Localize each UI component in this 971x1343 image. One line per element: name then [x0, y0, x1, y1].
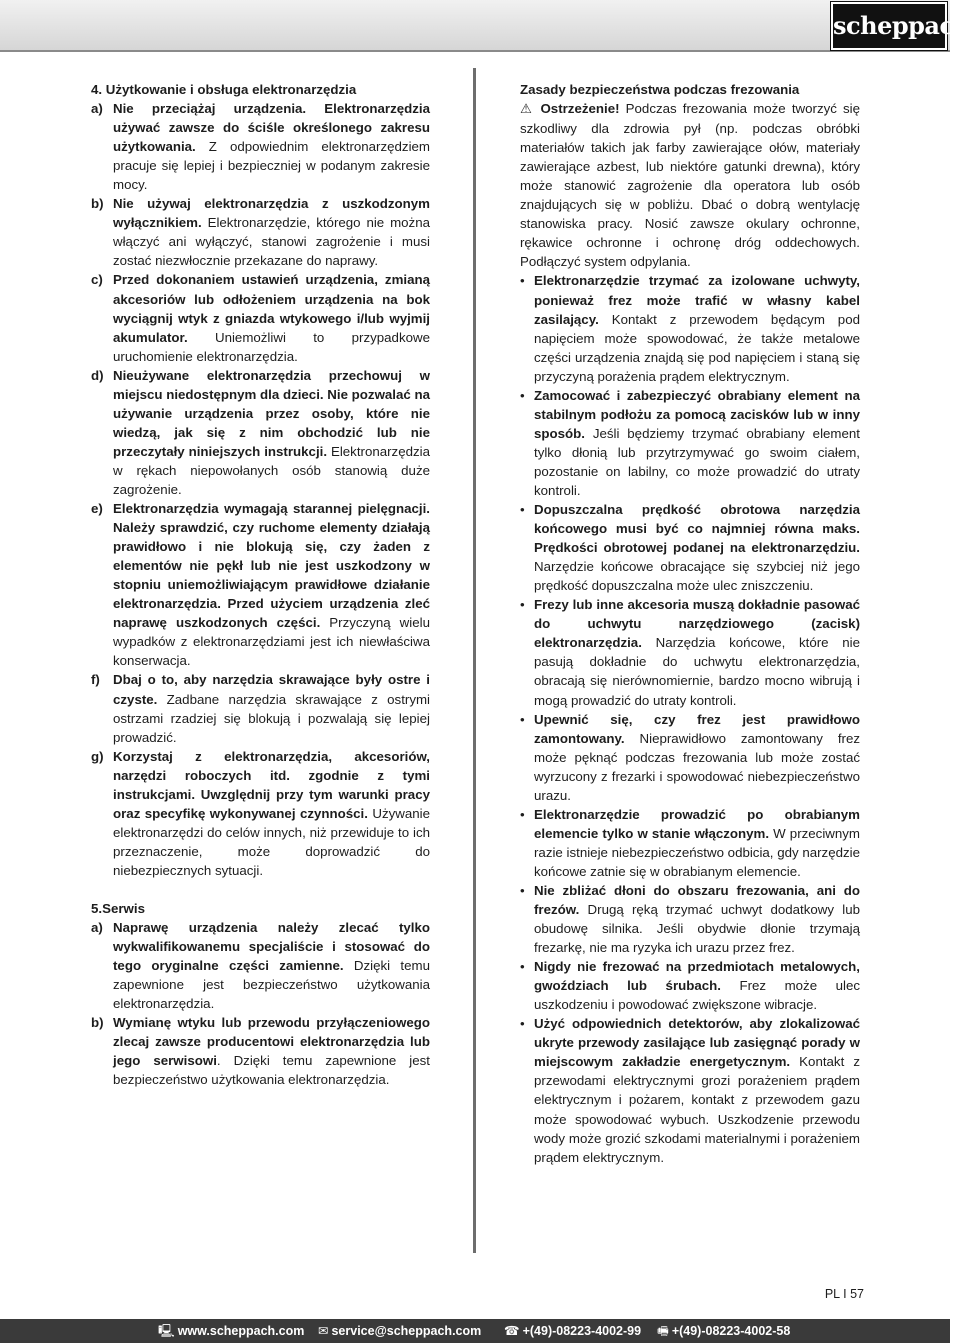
list-marker: a): [91, 920, 103, 936]
item-bold-text: Wymianę wtyku lub przewodu przyłączeniowego zlecaj zawsze producentowi elektronarzędzia lub jego serwisowi: [113, 1015, 430, 1069]
list-marker: •: [520, 882, 525, 898]
item-text: Elektronarzędzia w rękach niepowołanych osób stanowią duże zagrożenie.: [113, 443, 430, 497]
item-text: Narzędzia końcowe, które nie pasują dokładnie do uchwytu elektronarzędzia, obracają się nierównomiernie, bardzo mocno wibrują i mogą prowadzić do utraty kontroli.: [534, 635, 860, 708]
footer-bar: [0, 1319, 950, 1343]
list-item: [91, 366, 430, 499]
item-bold-text: Elektronarzędzie trzymać za izolowane uchwyty, ponieważ frez może trafić w własny kabel zasilający.: [534, 273, 860, 327]
item-text: W przeciwnym razie istnieje niebezpieczeństwo odbicia, gdy narzędzie końcowe zatnie się w obrabianym elemencie.: [534, 825, 861, 879]
item-bold-text: Zamocować i zabezpieczyć obrabiany element na stabilnym podłożu za pomocą zacisków lub w inny sposób.: [534, 387, 860, 441]
bullet-item: [520, 1014, 860, 1166]
item-bold-text: Elektronarzędzie prowadzić po obrabianym elemencie tylko w stanie włączonym.: [534, 806, 860, 841]
item-bold-text: Dopuszczalna prędkość obrotowa narzędzia końcowego musi być co najmniej równa maks. Prędkości obrotowej podanej na elektronarzędziu.: [534, 502, 860, 556]
item-bold-text: Dbaj o to, aby narzędzia skrawające były ostre i czyste.: [113, 672, 430, 707]
list-marker: •: [520, 959, 525, 975]
list-marker: •: [520, 502, 525, 518]
item-bold-text: Korzystaj z elektronarzędzia, akcesoriów, narzędzi roboczych itd. zgodnie z tymi instrukcjami. Uwzględnij przy tym warunki pracy oraz specyfikę wykonywanej czynności.: [113, 748, 430, 821]
list-marker: g): [91, 748, 104, 764]
bullet-item: [520, 710, 860, 805]
milling-safety-bullets: [520, 271, 860, 1166]
warning-text: Podczas frezowania może tworzyć się szkodliwy dla zdrowia pył (np. podczas obróbki materiałów takich jak farby zawierające ołów, materiały zawierające azbest, lub niektóre gatunki drewna), który może stanowić zagrożenie dla operatora lub osób znajdujących się w pobliżu. Dbać o dobrą wentylację stanowiska pracy. Nosić zawsze okulary ochronne, rękawice ochronne i ochronę dróg oddechowych. Podłączyć system odpylania.: [520, 101, 860, 270]
section-5-title: 5.Serwis: [91, 900, 145, 916]
list-marker: •: [520, 387, 525, 403]
footer-fax: 🖷 +(49)-08223-4002-58: [657, 1323, 791, 1338]
item-bold-text: Frezy lub inne akcesoria muszą dokładnie pasować do uchwytu narzędziowego (zacisk) elektronarzędzia.: [534, 597, 860, 651]
list-marker: d): [91, 367, 104, 383]
section-4-title: 4. Użytkowanie i obsługa elektronarzędzia: [91, 82, 357, 97]
item-text: . Dzięki temu zapewnione jest bezpieczeństwo użytkowania elektronarzędzia.: [113, 1053, 430, 1088]
item-bold-text: Nie używaj elektronarzędzia z uszkodzonym wyłącznikiem.: [113, 196, 430, 231]
warning-paragraph: [520, 99, 860, 271]
scheppach-logo: scheppach: [831, 2, 947, 50]
bullet-item: [520, 881, 860, 957]
item-bold-text: Upewnić się, czy frez jest prawidłowo zamontowany.: [534, 711, 860, 746]
item-text: Przyczyną wielu wypadków z elektronarzędziami jest ich niewłaściwa konserwacja.: [113, 615, 430, 669]
item-text: Dzięki temu zapewnione jest bezpieczeństwo użytkowania elektronarzędzia.: [113, 958, 430, 1012]
list-marker: c): [91, 272, 103, 288]
list-item: [91, 747, 430, 880]
list-item: [91, 99, 430, 194]
list-marker: •: [520, 711, 525, 727]
warning-triangle-icon: ⚠: [520, 102, 535, 118]
list-item: [91, 499, 430, 670]
item-bold-text: Użyć odpowiednich detektorów, aby zlokalizować ukryte przewody zasilające lub zasięgnąć porady w miejscowym zakładzie energetycznym.: [534, 1016, 860, 1070]
column-divider: [473, 68, 476, 1253]
item-bold-text: Elektronarzędzia wymagają starannej pielęgnacji. Należy sprawdzić, czy ruchome elementy działają prawidłowo i nie blokują się, czy żaden z elementów nie pękł lub nie jest uszkodzony w stopniu uniemożliwiającym prawidłowe działanie elektronarzędzia. Przed użyciem urządzenia zleć naprawę uszkodzonych części.: [113, 501, 430, 631]
bullet-item: [520, 595, 860, 709]
list-marker: f): [91, 672, 100, 688]
warning-label: Ostrzeżenie!: [540, 101, 620, 117]
page-number: PL I 57: [824, 1287, 864, 1301]
footer-web[interactable]: 🖳 www.scheppach.com: [158, 1323, 305, 1338]
item-text: Kontakt z przewodami elektrycznymi grozi porażeniem prądem elektrycznym i pożarem, kontakt z przewodem gazu może spowodować wybuch. Uszkodzenie przewodu wody może grozić szkodami materialnymi i porażeniem prądem elektrycznym.: [534, 1054, 860, 1165]
list-marker: •: [520, 806, 525, 822]
computer-icon: 🖳: [158, 1323, 175, 1338]
list-item: [91, 194, 430, 270]
item-bold-text: Nigdy nie frezować na przedmiotach metalowych, gwoździach lub śrubach.: [534, 959, 860, 994]
item-text: Z odpowiednim elektronarzędziem pracuje się lepiej i bezpieczniej w podanym zakresie mocy.: [113, 139, 430, 193]
list-item: [91, 270, 430, 365]
item-text: Używanie elektronarzędzi do celów innych, niż przewiduje to ich przeznaczenie, może doprowadzić do niebezpiecznych sytuacji.: [113, 805, 430, 878]
item-text: Jeśli będziemy trzymać obrabiany element tylko dłonią lub przytrzymywać go swoim ciałem, pozostanie on labilny, co może prowadzić do utraty kontroli.: [534, 425, 860, 498]
header-band: [0, 0, 950, 52]
item-text: Frez może ulec uszkodzeniu i powodować zwiększone wibracje.: [534, 978, 860, 1013]
list-marker: e): [91, 501, 103, 517]
bullet-item: [520, 805, 860, 881]
item-text: Zadbane narzędzia skrawające z ostrymi ostrzami rzadziej się blokują i pozwalają się lepiej prowadzić.: [113, 691, 430, 745]
item-text: Kontakt z przewodem będącym pod napięciem może spowodować, że także metalowe części urządzenia znajdą się pod napięciem i staną się przyczyną porażenia prądem elektrycznym.: [534, 311, 860, 384]
envelope-icon: ✉: [318, 1323, 329, 1338]
item-text: Uniemożliwi to przypadkowe uruchomienie elektronarzędzia.: [113, 329, 430, 364]
bullet-item: [520, 386, 860, 500]
fax-icon: 🖷: [657, 1323, 669, 1338]
item-bold-text: Nie przeciążaj urządzenia. Elektronarzędzia używać zawsze do ściśle określonego zakresu użytkowania.: [113, 101, 430, 155]
item-bold-text: Nieużywane elektronarzędzia przechowuj w miejscu niedostępnym dla dzieci. Nie pozwalać na używanie urządzenia przez osoby, które nie wiedzą, jak się z nim obchodzić lub nie przeczytały niniejszych instrukcji.: [113, 367, 431, 459]
right-column: [520, 80, 860, 1167]
item-text: Drugą ręką trzymać uchwyt dodatkowy lub obudowę silnika. Jeśli obydwie dłonie trzymają frezarkę, nie ma ryzyka ich urazu przez frez.: [534, 902, 860, 956]
item-bold-text: Nie zbliżać dłoni do obszaru frezowania, ani do frezów.: [534, 882, 860, 918]
item-bold-text: Przed dokonaniem ustawień urządzenia, zmianą akcesoriów lub odłożeniem urządzenia na bok wyciągnij wtyk z gniazda wtykowego i/lub wyjmij akumulator.: [113, 272, 430, 345]
footer-email[interactable]: ✉ service@scheppach.com: [318, 1323, 482, 1338]
phone-icon: ☎: [504, 1323, 520, 1338]
list-item: [91, 918, 430, 1013]
left-column: [91, 80, 430, 1089]
item-text: Nieprawidłowo zamontowany frez może pęknąć podczas frezowania lub może zostać wyrzucony z frezarki i spowodować niebezpieczeństwo urazu.: [534, 730, 860, 803]
list-item: [91, 670, 430, 746]
section-4-list: [91, 99, 430, 880]
list-marker: a): [91, 101, 103, 117]
list-marker: •: [520, 1016, 525, 1032]
milling-safety-title: Zasady bezpieczeństwa podczas frezowania: [520, 82, 800, 97]
list-marker: b): [91, 1015, 104, 1031]
footer-phone: ☎ +(49)-08223-4002-99: [504, 1323, 642, 1338]
bullet-item: [520, 271, 860, 385]
item-bold-text: Naprawę urządzenia należy zlecać tylko wykwalifikowanemu specjaliście i stosować do tego oryginalne części zamienne.: [113, 920, 430, 974]
list-marker: •: [520, 597, 525, 613]
bullet-item: [520, 957, 860, 1014]
bullet-item: [520, 500, 860, 595]
item-text: Elektronarzędzie, którego nie można włączyć ani wyłączyć, stanowi zagrożenie i musi zostać niezwłocznie przekazane do naprawy.: [113, 215, 430, 269]
item-text: Narzędzie końcowe obracające się szybciej niż jego prędkość dopuszczalna może ulec zniszczeniu.: [534, 559, 860, 594]
section-5-list: [91, 918, 430, 1089]
list-item: [91, 1013, 430, 1089]
list-marker: b): [91, 196, 104, 212]
list-marker: •: [520, 273, 525, 289]
